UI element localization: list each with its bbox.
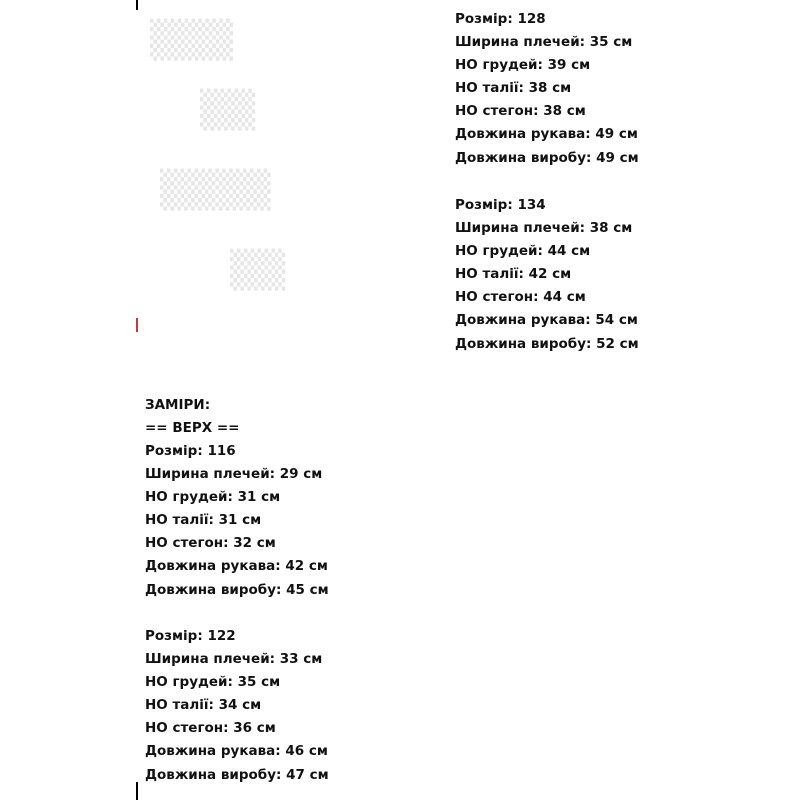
size-label: Розмір: 134 [455,197,546,213]
measurements-heading [145,394,239,440]
chest-girth: НО грудей: 44 см [455,243,591,260]
waist-girth: НО талії: 31 см [145,512,262,529]
waist-girth: НО талії: 38 см [455,80,572,97]
hips-girth: НО стегон: 38 см [455,103,586,120]
garment-length: Довжина виробу: 49 см [455,149,639,166]
hips-girth: НО стегон: 36 см [145,720,276,737]
size-block-122 [145,625,465,787]
size-block-128 [455,8,775,170]
waist-girth: НО талії: 34 см [145,697,262,714]
hips-girth: НО стегон: 44 см [455,289,586,306]
shoulder-width: Ширина плечей: 29 см [145,466,323,483]
size-label: Розмір: 116 [145,443,236,459]
left-edge-mark-top [136,0,138,10]
shoulder-width: Ширина плечей: 33 см [145,651,323,668]
sleeve-length: Довжина рукава: 46 см [145,743,328,760]
chest-girth: НО грудей: 35 см [145,674,281,691]
size-label: Розмір: 122 [145,628,236,644]
shoulder-width: Ширина плечей: 38 см [455,220,633,237]
garment-length: Довжина виробу: 45 см [145,581,329,598]
measurements-title: ЗАМІРИ: [145,397,211,413]
chest-girth: НО грудей: 39 см [455,57,591,74]
left-edge-mark-bottom [136,782,138,800]
chest-girth: НО грудей: 31 см [145,489,281,506]
size-label: Розмір: 128 [455,11,546,27]
size-block-116 [145,440,465,602]
faded-background-texture: ▒▒▒ ▒▒ ▒▒▒▒ ▒▒ [150,20,286,291]
sleeve-length: Довжина рукава: 54 см [455,312,638,329]
sleeve-length: Довжина рукава: 42 см [145,558,328,575]
size-block-134 [455,194,775,356]
waist-girth: НО талії: 42 см [455,266,572,283]
shoulder-width: Ширина плечей: 35 см [455,34,633,51]
garment-length: Довжина виробу: 47 см [145,766,329,783]
hips-girth: НО стегон: 32 см [145,535,276,552]
left-edge-mark-accent [136,318,138,332]
sleeve-length: Довжина рукава: 49 см [455,126,638,143]
garment-length: Довжина виробу: 52 см [455,335,639,352]
section-title-top: == ВЕРХ == [145,420,240,437]
